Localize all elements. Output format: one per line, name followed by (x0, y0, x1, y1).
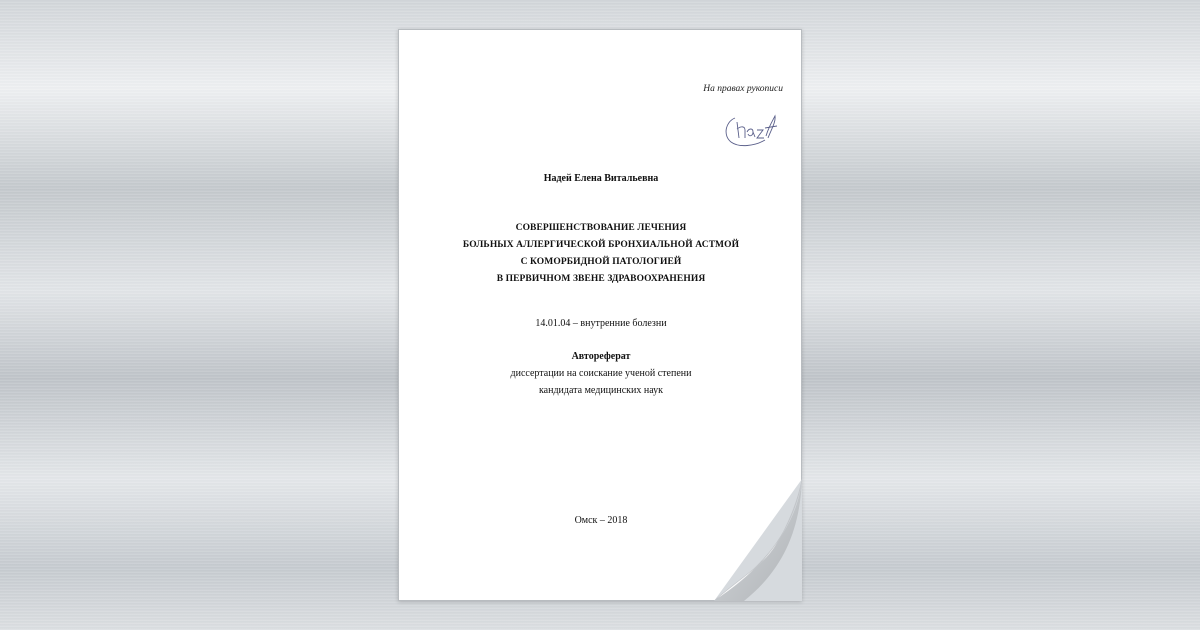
degree-line: диссертации на соискание ученой степени (510, 368, 692, 379)
title-line: С КОМОРБИДНОЙ ПАТОЛОГИЕЙ (520, 257, 682, 267)
degree-line: кандидата медицинских наук (538, 385, 664, 396)
document-page (398, 29, 802, 601)
manuscript-rights-note: На правах рукописи (703, 84, 783, 94)
dissertation-title (399, 220, 803, 288)
specialty-code: 14.01.04 – внутренние болезни (535, 318, 667, 329)
page-curl-icon (714, 479, 802, 601)
author-name: Надей Елена Витальевна (543, 173, 659, 184)
abstract-label: Автореферат (571, 351, 631, 362)
place-and-year: Омск – 2018 (574, 515, 628, 526)
title-line: СОВЕРШЕНСТВОВАНИЕ ЛЕЧЕНИЯ (515, 223, 687, 233)
title-line: В ПЕРВИЧНОМ ЗВЕНЕ ЗДРАВООХРАНЕНИЯ (496, 274, 706, 284)
title-line: БОЛЬНЫХ АЛЛЕРГИЧЕСКОЙ БРОНХИАЛЬНОЙ АСТМОЙ (462, 240, 740, 250)
signature-icon (721, 108, 781, 148)
